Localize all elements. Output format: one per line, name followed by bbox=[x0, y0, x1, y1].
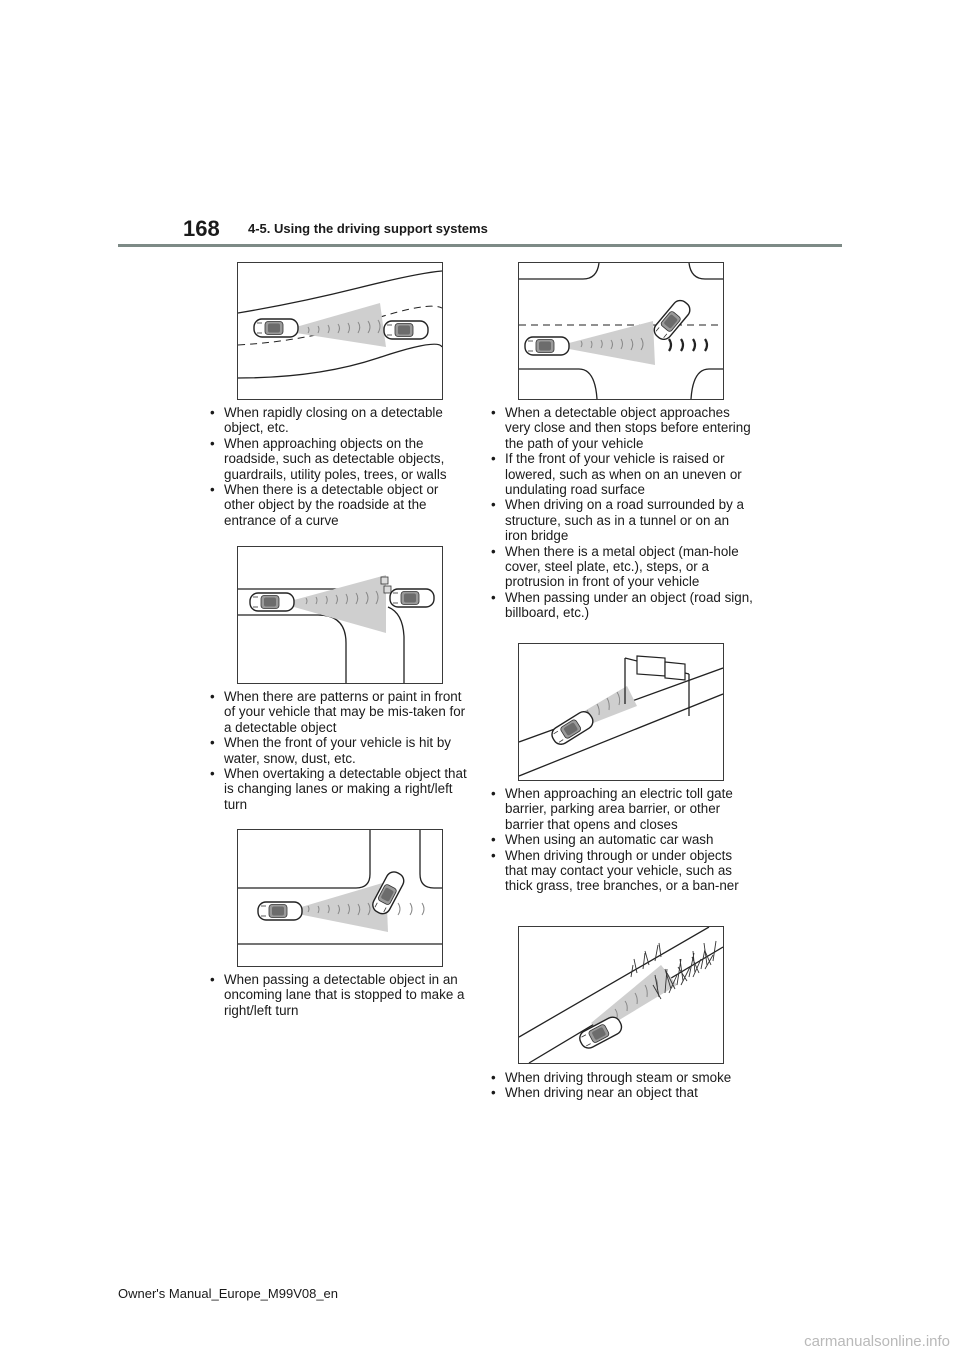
bullet-item: • When driving on a road surrounded by a structure, such as in a tunnel or on an iron bridge bbox=[488, 497, 753, 543]
bullet-item: • When approaching an electric toll gate barrier, parking area barrier, or other barrier that opens and closes bbox=[488, 786, 753, 832]
crossing-vehicle-illustration bbox=[518, 262, 724, 400]
right-bullets-1 bbox=[488, 405, 753, 621]
bullet-item: • When overtaking a detectable object that is changing lanes or making a right/left turn bbox=[207, 766, 472, 812]
bullet-item: • When driving through or under objects that may contact your vehicle, such as thick grass, tree branches, or a ban-ner bbox=[488, 848, 753, 894]
page-number: 168 bbox=[183, 216, 220, 241]
bullet-item: • When there is a detectable object or other object by the roadside at the entrance of a curve bbox=[207, 482, 472, 528]
left-bullets-3 bbox=[207, 972, 472, 1018]
bullet-item: • When driving through steam or smoke bbox=[488, 1070, 753, 1085]
section-title: 4-5. Using the driving support systems bbox=[248, 221, 488, 236]
bullet-item: • When passing a detectable object in an oncoming lane that is stopped to make a right/left turn bbox=[207, 972, 472, 1018]
left-bullets-1 bbox=[207, 405, 472, 528]
bullet-item: • When passing under an object (road sign, billboard, etc.) bbox=[488, 590, 753, 621]
lane-change-turn-illustration bbox=[237, 829, 443, 967]
bullet-item: • If the front of your vehicle is raised or lowered, such as when on an uneven or undulating road surface bbox=[488, 451, 753, 497]
bullet-item: • When using an automatic car wash bbox=[488, 832, 753, 847]
bullet-item: • When driving near an object that bbox=[488, 1085, 753, 1100]
right-bullets-3 bbox=[488, 1070, 753, 1101]
curve-entrance-illustration bbox=[237, 262, 443, 400]
bullet-item: • When there are patterns or paint in front of your vehicle that may be mis-taken for a detectable object bbox=[207, 689, 472, 735]
right-bullets-2 bbox=[488, 786, 753, 894]
footer-text: Owner's Manual_Europe_M99V08_en bbox=[118, 1286, 339, 1301]
bullet-item: • When approaching objects on the roadside, such as detectable objects, guardrails, utility poles, trees, or walls bbox=[207, 436, 472, 482]
bullet-item: • When rapidly closing on a detectable object, etc. bbox=[207, 405, 472, 436]
overhead-sign-illustration bbox=[518, 643, 724, 781]
bullet-item: • When a detectable object approaches very close and then stops before entering the path of your vehicle bbox=[488, 405, 753, 451]
bullet-item: • When the front of your vehicle is hit by water, snow, dust, etc. bbox=[207, 735, 472, 766]
curve-roadside-object-illustration bbox=[237, 546, 443, 684]
header-rule bbox=[118, 244, 842, 247]
left-bullets-2 bbox=[207, 689, 472, 812]
thick-grass-illustration bbox=[518, 926, 724, 1064]
watermark: carmanualsonline.info bbox=[804, 1333, 950, 1350]
bullet-item: • When there is a metal object (man-hole cover, steel plate, etc.), steps, or a protrusion in front of your vehicle bbox=[488, 544, 753, 590]
